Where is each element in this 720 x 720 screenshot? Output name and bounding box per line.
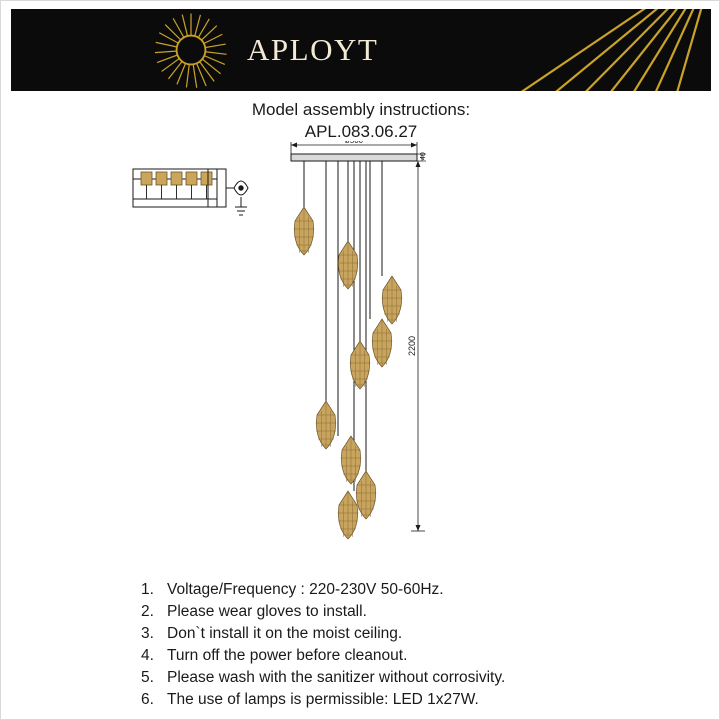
diameter-label	[345, 141, 364, 145]
note-text: Voltage/Frequency : 220-230V 50-60Hz.	[167, 581, 444, 598]
note-item	[141, 623, 701, 644]
note-number: 6.	[141, 691, 154, 708]
pendant-drop	[350, 341, 371, 389]
suspension-cords	[304, 161, 382, 491]
note-number: 3.	[141, 625, 154, 642]
note-number: 2.	[141, 603, 154, 620]
pendant-group	[294, 207, 403, 539]
note-text: Please wash with the sanitizer without corrosivity.	[167, 669, 506, 686]
brand-name: APLOYT	[247, 32, 379, 67]
pendant-drop	[294, 207, 315, 255]
plate-height-label: 40	[420, 152, 427, 160]
fan-rays-icon	[471, 9, 711, 91]
note-number: 4.	[141, 647, 154, 664]
note-text: The use of lamps is permissible: LED 1x27W.	[167, 691, 479, 708]
note-text: Don`t install it on the moist ceiling.	[167, 625, 403, 642]
instruction-notes	[141, 579, 701, 711]
height-label: 2200	[407, 335, 417, 357]
brand-banner	[11, 9, 711, 91]
ceiling-plate	[291, 154, 417, 161]
note-number: 5.	[141, 669, 154, 686]
note-item	[141, 645, 701, 666]
note-item	[141, 601, 701, 622]
note-item	[141, 579, 701, 600]
note-number: 1.	[141, 581, 154, 598]
note-item	[141, 689, 701, 710]
pendant-drop	[316, 401, 337, 449]
title-block	[1, 99, 720, 143]
note-text: Please wear gloves to install.	[167, 603, 367, 620]
sunburst-icon	[153, 12, 229, 88]
pendant-drop	[341, 436, 362, 484]
pendant-drop	[338, 241, 359, 289]
note-text: Turn off the power before cleanout.	[167, 647, 408, 664]
pendant-drop	[338, 491, 359, 539]
note-item	[141, 667, 701, 688]
assembly-drawing	[1, 141, 720, 571]
model-code: APL.083.06.27	[304, 122, 418, 141]
drawing-svg	[1, 141, 720, 571]
pendant-drop	[372, 319, 393, 367]
pendant-drop	[356, 471, 377, 519]
pendant-drop	[382, 276, 403, 324]
page-title: Model assembly instructions:	[251, 100, 471, 119]
wiring-diagram	[133, 169, 248, 215]
